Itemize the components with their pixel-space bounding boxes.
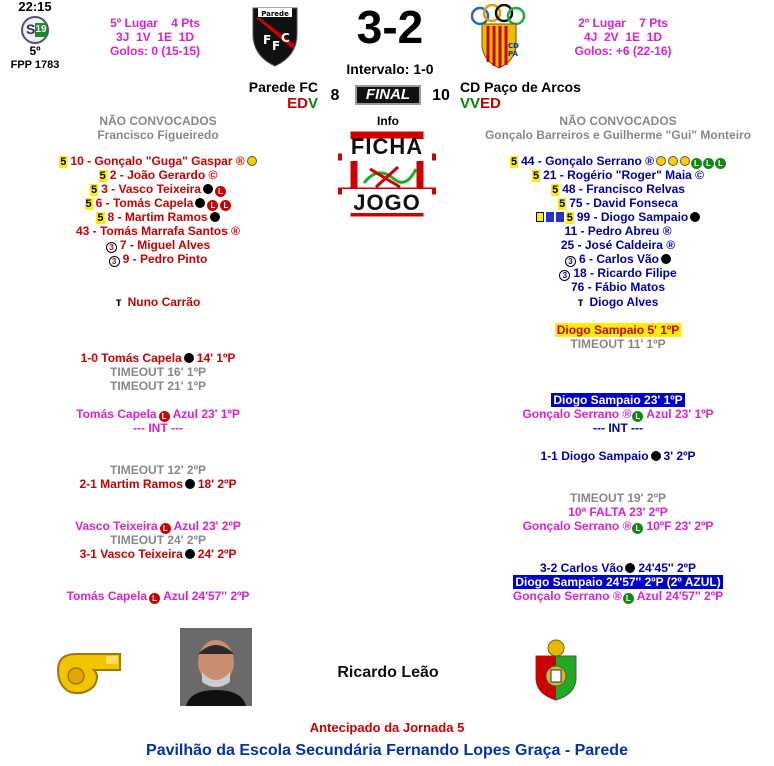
away-form — [460, 95, 560, 112]
event-icon-wrap — [183, 477, 195, 491]
halftime-score: Intervalo: 1-0 — [346, 61, 434, 77]
roster-player[interactable] — [462, 196, 774, 210]
goal-ball-icon — [184, 353, 194, 363]
match-event — [462, 449, 774, 463]
goal-ball-icon — [203, 184, 213, 194]
event-text: 2-1 Martim Ramos — [79, 477, 183, 491]
goal-ball-icon — [661, 254, 671, 264]
event-time: 18' 2ºP — [197, 477, 237, 491]
event-text: Tomás Capela — [66, 589, 148, 603]
top-left-box — [0, 0, 70, 72]
match-event — [0, 463, 316, 477]
home-coach — [0, 295, 316, 309]
roster-player[interactable] — [462, 224, 774, 238]
fpp-code: FPP 1783 — [10, 59, 60, 71]
away-not-called-names: Gonçalo Barreiros e Guilherme "Gui" Monteiro — [484, 128, 752, 142]
event-icon-wrap — [182, 351, 194, 365]
away-coach — [462, 295, 774, 309]
roster-player[interactable] — [0, 168, 316, 182]
green-l-icon: L — [632, 523, 643, 534]
substitute-badge: 3 — [559, 270, 570, 281]
coach-icon: ᴛ — [577, 295, 584, 309]
match-event — [462, 323, 774, 337]
event-text: 10ª FALTA 23' 2ºP — [568, 505, 668, 519]
player-name: 8 - Martim Ramos — [107, 210, 208, 224]
match-event — [462, 575, 774, 589]
roster-player[interactable] — [0, 182, 316, 196]
away-coach-name[interactable]: Diogo Alves — [589, 295, 659, 309]
player-name: 75 - David Fonseca — [569, 196, 678, 210]
goal-ball-icon — [625, 563, 635, 573]
event-text: Vasco Teixeira — [75, 519, 158, 533]
green-l-icon: L — [715, 158, 726, 169]
player-rating-badge: 5 — [85, 198, 92, 210]
event-text: 1-1 Diogo Sampaio — [540, 449, 649, 463]
match-event — [462, 505, 774, 519]
match-event — [0, 519, 316, 533]
home-record: 3J 1V 1E 1D — [115, 30, 195, 44]
player-rating-badge: 5 — [97, 212, 104, 224]
home-form-letter: D — [297, 95, 308, 112]
home-stats — [80, 16, 230, 58]
green-l-icon: L — [703, 158, 714, 169]
event-text: Diogo Sampaio 5' 1ºP — [556, 323, 680, 337]
event-text: TIMEOUT 19' 2ºP — [570, 491, 666, 505]
match-event — [0, 589, 316, 603]
jogo-text: JOGO — [353, 190, 421, 215]
player-name: 3 - Vasco Teixeira — [101, 182, 201, 196]
player-rating-badge: 5 — [559, 198, 566, 210]
event-time: Azul 24'57'' 2ºP — [163, 589, 250, 603]
home-goals: Golos: 0 (15-15) — [109, 44, 201, 58]
away-not-called-title: NÃO CONVOCADOS — [559, 114, 677, 128]
event-time: 10ºF 23' 2ºP — [646, 519, 714, 533]
event-text: Gonçalo Serrano ® — [522, 407, 632, 421]
match-event — [0, 407, 316, 421]
red-l-icon: L — [159, 411, 170, 422]
yellow-award-icon — [680, 156, 690, 166]
player-name: 99 - Diogo Sampaio — [576, 210, 689, 224]
player-rating-badge: 5 — [566, 212, 573, 224]
player-name: 48 - Francisco Relvas — [562, 182, 685, 196]
event-icon-wrap — [147, 589, 160, 603]
home-not-called — [0, 114, 316, 142]
match-event — [0, 547, 316, 561]
rank-label: 5º — [29, 44, 41, 58]
match-event — [0, 351, 316, 365]
roster-player[interactable] — [462, 238, 774, 252]
roster-player[interactable] — [0, 224, 316, 238]
yellow-card-icon — [536, 212, 544, 222]
roster-player[interactable] — [0, 210, 316, 224]
home-fouls: 8 — [330, 87, 340, 104]
player-rating-badge: 5 — [532, 170, 540, 182]
cd-paco-de-arcos-logo-icon[interactable] — [470, 4, 528, 70]
goal-ball-icon — [690, 212, 700, 222]
match-event — [462, 519, 774, 533]
red-l-icon: L — [215, 186, 226, 197]
blue-card-icon — [546, 212, 554, 222]
away-form-letter: E — [480, 95, 491, 112]
event-time: 14' 1ºP — [196, 351, 236, 365]
player-name: 6 - Carlos Vão — [578, 252, 660, 266]
red-l-icon: L — [207, 200, 218, 211]
player-name: 6 - Tomás Capela — [95, 196, 194, 210]
roster-player[interactable] — [0, 238, 316, 252]
player-rating-badge: 5 — [60, 156, 67, 168]
event-text: 3-2 Carlos Vão — [539, 561, 624, 575]
match-event — [0, 379, 316, 393]
parede-fc-logo-icon[interactable] — [250, 4, 300, 68]
match-event — [0, 365, 316, 379]
event-text: TIMEOUT 16' 1ºP — [110, 365, 206, 379]
svg-text:CD: CD — [508, 42, 519, 50]
event-time: Azul 23' 2ºP — [173, 519, 241, 533]
player-name: 25 - José Caldeira ® — [560, 238, 676, 252]
info-label[interactable]: Info — [377, 114, 399, 128]
event-time: 3' 2ºP — [663, 449, 696, 463]
roster-player[interactable] — [462, 252, 774, 266]
event-time: 24' 2ºP — [197, 547, 237, 561]
ficha-text: FICHA — [350, 134, 424, 159]
match-event — [462, 421, 774, 435]
event-text: 3-1 Vasco Teixeira — [79, 547, 183, 561]
event-time: Azul 23' 1ºP — [646, 407, 714, 421]
blue-card-icon — [556, 212, 564, 222]
roster-player[interactable] — [462, 168, 774, 182]
red-l-icon: L — [220, 200, 231, 211]
event-text: Gonçalo Serrano ® — [522, 519, 632, 533]
roster-player[interactable] — [0, 196, 316, 210]
event-text: Diogo Sampaio 24'57'' 2ºP (2º AZUL) — [515, 575, 721, 589]
player-rating-badge: 5 — [99, 170, 106, 182]
coach-icon: ᴛ — [115, 295, 122, 309]
match-event — [462, 393, 774, 407]
goal-ball-icon — [195, 198, 205, 208]
goal-ball-icon — [651, 451, 661, 461]
away-standing: 2º Lugar 7 Pts — [578, 16, 668, 30]
match-event — [462, 589, 774, 603]
svg-text:C: C — [281, 31, 290, 45]
player-name: 2 - João Gerardo © — [109, 168, 218, 182]
goal-ball-icon — [185, 549, 195, 559]
event-time: Azul 24'57'' 2ºP — [636, 589, 724, 603]
yellow-award-icon — [668, 156, 678, 166]
player-name: 11 - Pedro Abreu ® — [564, 224, 672, 238]
event-icon-wrap — [631, 519, 643, 533]
event-icon-wrap — [622, 589, 634, 603]
away-form-letter: V — [460, 95, 471, 112]
player-name: 7 - Miguel Alves — [119, 238, 211, 252]
match-event — [0, 421, 316, 435]
match-event — [462, 337, 774, 351]
away-not-called — [462, 114, 774, 142]
event-icon-wrap — [157, 407, 170, 421]
player-rating-badge: 5 — [91, 184, 98, 196]
venue: Pavilhão da Escola Secundária Fernando Lopes Graça - Parede — [146, 742, 628, 759]
away-team-name[interactable]: CD Paço de Arcos — [460, 79, 581, 95]
away-goals: Golos: +6 (22-16) — [574, 44, 672, 58]
home-not-called-names: Francisco Figueiredo — [97, 128, 219, 142]
away-fouls: 10 — [432, 87, 450, 104]
green-l-icon: L — [691, 158, 702, 169]
green-l-icon: L — [623, 593, 634, 604]
match-event — [462, 561, 774, 575]
home-coach-name[interactable]: Nuno Carrão — [127, 295, 201, 309]
home-form-letter: E — [287, 95, 298, 112]
event-icon-wrap — [158, 519, 171, 533]
svg-text:F: F — [272, 39, 281, 53]
event-time: 24'45'' 2ºP — [638, 561, 697, 575]
player-name: 10 - Gonçalo "Guga" Gaspar ® — [70, 154, 245, 168]
goal-ball-icon — [185, 479, 195, 489]
svg-text:PA: PA — [508, 50, 518, 58]
event-icon-wrap — [649, 449, 661, 463]
green-l-icon: L — [632, 411, 643, 422]
player-name: 76 - Fábio Matos — [570, 280, 665, 294]
substitute-badge: 3 — [106, 242, 117, 253]
svg-text:Parede: Parede — [261, 10, 289, 18]
final-status-badge — [355, 85, 421, 105]
yellow-award-icon — [247, 156, 257, 166]
away-form-letter: V — [470, 95, 481, 112]
player-rating-badge: 5 — [510, 156, 518, 168]
home-team-name[interactable]: Parede FC — [248, 79, 318, 95]
event-time: Azul 23' 1ºP — [172, 407, 240, 421]
roster-player[interactable] — [462, 154, 774, 168]
red-l-icon: L — [160, 523, 171, 534]
substitute-badge: 3 — [109, 256, 120, 267]
away-stats — [548, 16, 698, 58]
red-l-icon: L — [149, 593, 160, 604]
roster-player[interactable] — [462, 266, 774, 280]
ficha-jogo-logo[interactable] — [334, 129, 440, 219]
home-standing: 5º Lugar 4 Pts — [110, 16, 200, 30]
final-score: 3-2 — [356, 1, 424, 53]
event-text: TIMEOUT 21' 1ºP — [110, 379, 206, 393]
match-event — [462, 407, 774, 421]
yellow-award-icon — [656, 156, 666, 166]
match-event — [0, 477, 316, 491]
player-rating-badge: 5 — [552, 184, 559, 196]
home-form — [220, 95, 318, 112]
match-note: Antecipado da Jornada 5 — [309, 720, 465, 735]
match-event — [462, 491, 774, 505]
event-icon-wrap — [631, 407, 643, 421]
player-name: 9 - Pedro Pinto — [122, 252, 208, 266]
association-crest-icon — [530, 638, 582, 702]
match-time: 22:15 — [18, 0, 52, 14]
event-icon-wrap — [623, 561, 635, 575]
roster-player[interactable] — [462, 210, 774, 224]
event-icon-wrap — [183, 547, 195, 561]
s19-logo-icon: S 19 — [21, 16, 49, 44]
event-text: --- INT --- — [133, 421, 183, 435]
svg-text:F: F — [263, 33, 272, 47]
away-record: 4J 2V 1E 1D — [583, 30, 663, 44]
roster-player[interactable] — [462, 280, 774, 294]
away-form-letter: D — [490, 95, 501, 112]
final-status-label: FINAL — [365, 86, 411, 103]
event-text: Diogo Sampaio 23' 1ºP — [553, 393, 683, 407]
event-text: Tomás Capela — [76, 407, 157, 421]
player-name: 43 - Tomás Marrafa Santos ® — [75, 224, 240, 238]
player-name: 44 - Gonçalo Serrano ® — [521, 154, 654, 168]
event-text: --- INT --- — [593, 421, 643, 435]
event-text: TIMEOUT 11' 1ºP — [570, 337, 666, 351]
roster-player[interactable] — [0, 252, 316, 266]
home-form-letter: V — [307, 95, 318, 112]
home-not-called-title: NÃO CONVOCADOS — [99, 114, 217, 128]
roster-player[interactable] — [0, 154, 316, 168]
event-text: TIMEOUT 12' 2ºP — [110, 463, 206, 477]
roster-player[interactable] — [462, 182, 774, 196]
whistle-icon — [54, 648, 126, 698]
event-text: Gonçalo Serrano ® — [512, 589, 622, 603]
referee-photo — [180, 628, 252, 706]
event-text: 1-0 Tomás Capela — [80, 351, 182, 365]
player-name: 21 - Rogério "Roger" Maia © — [543, 168, 705, 182]
match-event — [0, 533, 316, 547]
event-text: TIMEOUT 24' 2ºP — [110, 533, 206, 547]
player-name: 18 - Ricardo Filipe — [573, 266, 677, 280]
goal-ball-icon — [210, 212, 220, 222]
referee-name: Ricardo Leão — [337, 664, 439, 681]
substitute-badge: 3 — [565, 256, 576, 267]
